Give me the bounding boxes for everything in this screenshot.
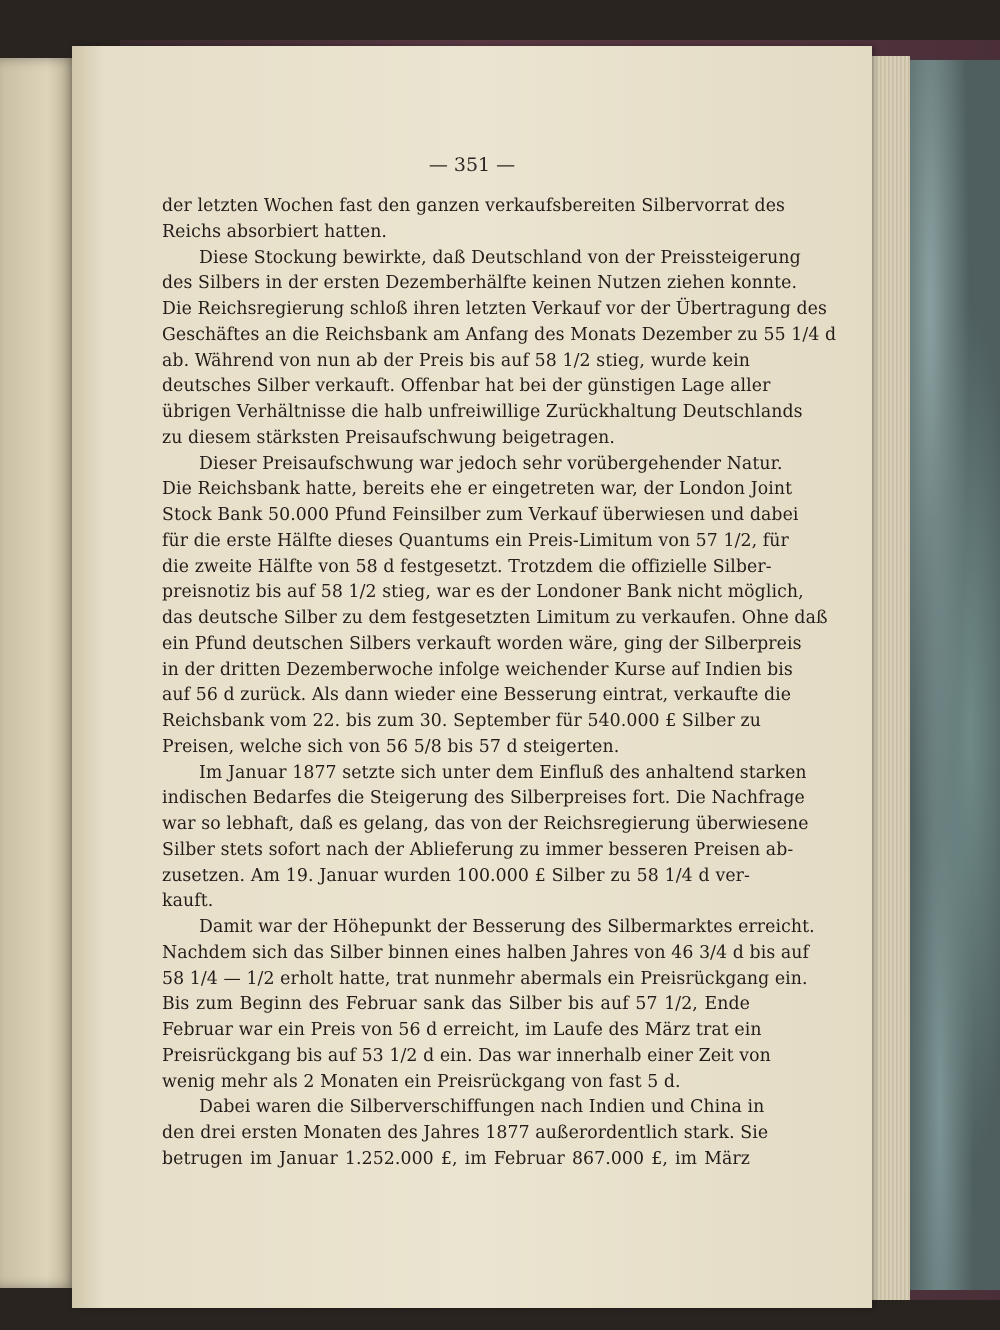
text-line: Damit war der Höhepunkt der Besserung des Silbermarktes erreicht. [199,917,815,937]
text-line: Februar war ein Preis von 56 d erreicht, im Laufe des März trat ein [162,1020,762,1040]
text-line: den drei ersten Monaten des Jahres 1877 außerordentlich stark. Sie [162,1123,769,1143]
text-line: Preisen, welche sich von 56 5/8 bis 57 d steigerten. [162,736,620,757]
text-line: Dabei waren die Silberverschiffungen nach Indien und China in [199,1097,765,1118]
marbled-endpaper [900,60,1000,1290]
text-line: ab. Während von nun ab der Preis bis auf 58 1/2 stieg, wurde kein [162,350,750,371]
text-line: Bis zum Beginn des Februar sank das Silber bis auf 57 1/2, Ende [162,994,750,1015]
right-page [72,46,872,1308]
text-line: Die Reichsbank hatte, bereits ehe er eingetreten war, der London Joint [162,479,793,500]
text-line: war so lebhaft, daß es gelang, das von der Reichsregierung überwiesene [162,814,809,834]
text-line: Dieser Preisaufschwung war jedoch sehr vorübergehender Natur. [199,453,783,474]
text-line: übrigen Verhältnisse die halb unfreiwillige Zurückhaltung Deutschlands [162,402,803,422]
text-line: Reichsbank vom 22. bis zum 30. September für 540.000 £ Silber zu [162,711,761,731]
text-line: für die erste Hälfte dieses Quantums ein Preis-Limitum von 57 1/2, für [162,530,789,551]
text-line: betrugen im Januar 1.252.000 £, im Februar 867.000 £, im März [162,1148,750,1169]
text-line: der letzten Wochen fast den ganzen verkaufsbereiten Silbervorrat des [162,196,786,216]
text-line: wenig mehr als 2 Monaten ein Preisrückgang von fast 5 d. [162,1071,681,1092]
text-line: indischen Bedarfes die Steigerung des Silberpreises fort. Die Nachfrage [162,788,805,809]
text-line: ein Pfund deutschen Silbers verkauft worden wäre, ging der Silberpreis [162,633,802,654]
text-line: Geschäftes an die Reichsbank am Anfang des Monats Dezember zu 55 1/4 d [162,324,837,345]
text-line: Die Reichsregierung schloß ihren letzten Verkauf vor der Übertragung des [162,299,827,319]
text-line: auf 56 d zurück. Als dann wieder eine Besserung eintrat, verkaufte die [162,685,792,706]
text-line: Silber stets sofort nach der Ablieferung zu immer besseren Preisen ab- [162,839,794,860]
text-line: Nachdem sich das Silber binnen eines halben Jahres von 46 3/4 d bis auf [162,942,810,963]
body-text [162,194,837,1173]
text-line: 58 1/4 — 1/2 erholt hatte, trat nunmehr abermals ein Preisrückgang ein. [162,968,808,989]
text-line: das deutsche Silber zu dem festgesetzten Limitum zu verkaufen. Ohne daß [162,608,828,628]
text-line: preisnotiz bis auf 58 1/2 stieg, war es der Londoner Bank nicht möglich, [162,582,804,603]
text-line: zusetzen. Am 19. Januar wurden 100.000 £ Silber zu 58 1/4 d ver- [162,865,750,886]
page-number: — 351 — [428,154,516,176]
text-line: Im Januar 1877 setzte sich unter dem Einfluß des anhaltend starken [199,762,807,783]
text-line: zu diesem stärksten Preisaufschwung beigetragen. [162,427,615,448]
text-line: die zweite Hälfte von 58 d festgesetzt. Trotzdem die offizielle Silber- [162,556,772,577]
text-line: kauft. [162,891,214,912]
text-line: des Silbers in der ersten Dezemberhälfte keinen Nutzen ziehen konnte. [162,273,798,294]
text-line: Diese Stockung bewirkte, daß Deutschland von der Preissteigerung [199,247,801,268]
text-line: Preisrückgang bis auf 53 1/2 d ein. Das war innerhalb einer Zeit von [162,1045,771,1066]
text-line: Stock Bank 50.000 Pfund Feinsilber zum Verkauf überwiesen und dabei [162,505,799,525]
text-line: deutsches Silber verkauft. Offenbar hat bei der günstigen Lage aller [162,376,771,397]
text-line: Reichs absorbiert hatten. [162,221,388,242]
left-page-edge [0,58,78,1288]
text-line: in der dritten Dezemberwoche infolge weichender Kurse auf Indien bis [162,659,793,680]
